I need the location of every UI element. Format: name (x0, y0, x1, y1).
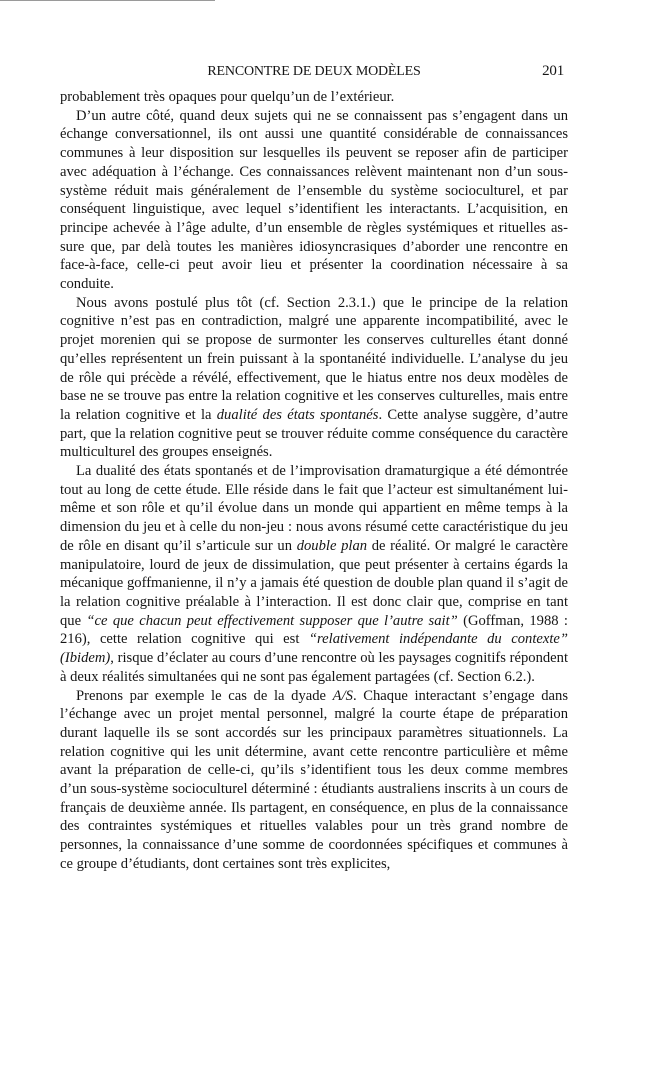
text-run: , risque d’éclater au cours d’une rencontre où les paysages cognitifs répondent à deux réalités simultanées qui ne sont pas également partagées (cf. Section 6.2.). (60, 650, 568, 685)
text-run: La dualité des états spontanés et de l’improvisation dramaturgique a été démontrée tout au long de cette étude. Elle réside dans le fait que l’acteur est simultanément lui-même et son rôle et qu’il évolue dans un monde qui appartient en même temps à la dimension du jeu et à celle du non-jeu : nous avons résumé cette caractéristique du jeu de rôle en disant qu’il s’articule sur un (60, 463, 568, 554)
text-run: . Chaque interactant s’engage dans l’échange avec un projet mental personnel, malgré la courte étape de préparation durant laquelle ils se sont accordés sur les principaux paramètres situationnels. La relation cognitive qui les unit détermine, avant cette rencontre particulière et même avant la préparation de celle-ci, qu’ils s’identifient tous les deux comme membres d’un sous-système socioculturel déterminé : étudiants australiens inscrits à un cours de français de deuxième année. Ils partagent, en conséquence, en plus de la connaissance des contraintes systémiques et rituelles valables pour un très grand nombre de personnes, la connaissance d’une somme de coordonnées spécifiques et communes à ce groupe d’étudiants, dont certaines sont très explicites, (60, 687, 568, 872)
text-run: (Goffman, 1988 : 216), cette relation cognitive qui est (60, 612, 568, 648)
book-page (60, 64, 568, 874)
text-run: Nous avons postulé plus tôt (cf. Section 2.3.1.) que le principe de la relation cognitive n’est pas en contradiction, malgré une apparente incompatibilité, avec le projet morenien qui se propose de surmonter les conserves culturelles étant donné qu’elles représentent un frein puissant à la spontanéité individuelle. L’analyse du jeu de rôle qui précède a révélé, effectivement, que le hiatus entre nos deux modèles de base ne se trouve pas entre la relation cognitive et les conserves culturelles, mais entre la relation cognitive et la (60, 294, 568, 423)
scan-edge-line (0, 0, 215, 1)
paragraph-4 (60, 462, 568, 686)
text-run: Prenons par exemple le cas de la dyade (76, 687, 333, 704)
running-title: RENCONTRE DE DEUX MODÈLES (207, 64, 421, 79)
page-number: 201 (542, 63, 564, 79)
text-run: . Cette analyse suggère, d’autre part, que la relation cognitive peut se trouver réduite comme conséquence du caractère multiculturel des groupes enseignés. (60, 406, 569, 461)
text-run: de réalité. Or malgré le caractère manipulatoire, lourd de jeux de dissimulation, que peut présenter à certains égards la mécanique goffmanienne, il n’y a jamais été question de double plan quand il s’agit de la relation cognitive préalable à l’interaction. Il est donc clair que, comprise en tant que (60, 537, 568, 629)
text-run: probablement très opaques pour quelqu’un de l’extérieur. (60, 89, 395, 105)
italic-term: double plan (296, 537, 368, 554)
body-text (60, 88, 568, 874)
italic-term: dualité des états spontanés (216, 406, 379, 423)
italic-quote: “ce que chacun peut effectivement supposer que l’autre sait” (86, 612, 458, 629)
italic-term: A/S (332, 687, 353, 704)
text-run: D’un autre côté, quand deux sujets qui ne se connaissent pas s’engagent dans un échange conversationnel, ils ont aussi une quantité considérable de connaissances communes à leur disposition sur lesquelles ils peuvent se reposer afin de participer avec adéquation à l’échange. Ces connaissances relèvent maintenant non d’un sous-système réduit mais généralement de l’ensemble du système socioculturel, et par conséquent linguistique, avec lequel s’identifient les interactants. L’acquisition, en principe achevée à l’âge adulte, d’un ensemble de règles systémiques et rituelles assure que, par delà toutes les manières idiosyncrasiques d’aborder une rencontre en face-à-face, celle-ci peut avoir lieu et présenter la coordination nécessaire à sa conduite. (60, 107, 568, 293)
paragraph-1 (60, 88, 568, 107)
running-head (60, 64, 568, 88)
italic-quote: “relativement indépendante du contexte” (Ibidem) (60, 631, 568, 667)
paragraph-5 (60, 687, 568, 874)
paragraph-3 (60, 294, 568, 462)
paragraph-2 (60, 107, 568, 294)
